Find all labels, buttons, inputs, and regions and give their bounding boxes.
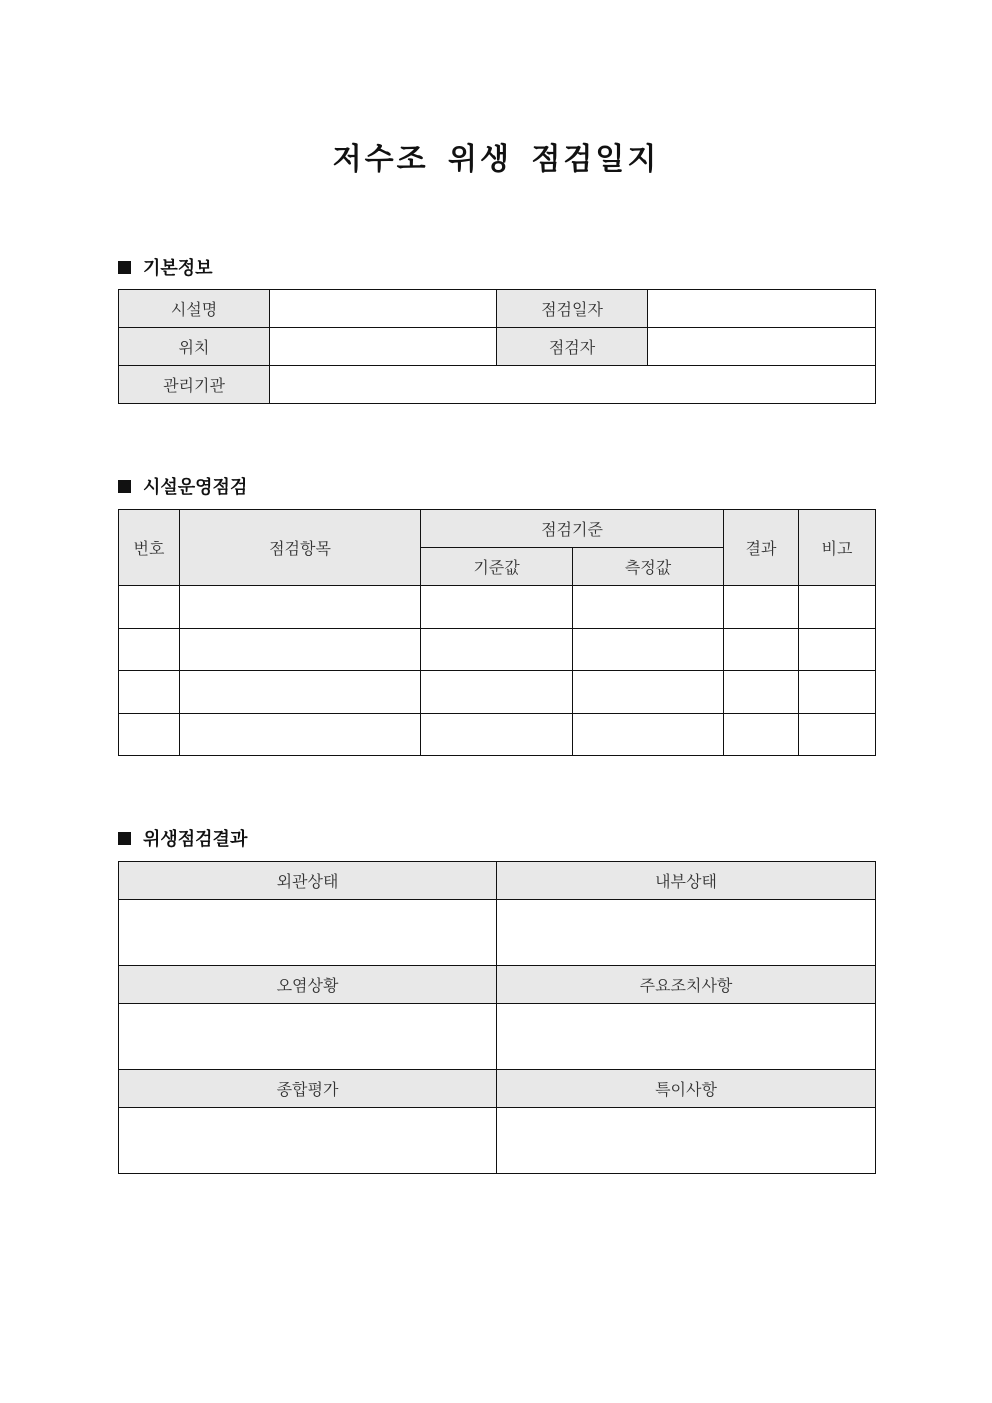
overall-evaluation-label: 종합평가: [119, 1070, 497, 1108]
standard-value-cell[interactable]: [421, 586, 573, 629]
location-field[interactable]: [270, 328, 497, 366]
number-cell[interactable]: [119, 586, 180, 629]
managing-agency-label: 관리기관: [119, 366, 270, 404]
result-cell[interactable]: [724, 628, 799, 671]
inspection-date-field[interactable]: [648, 290, 876, 328]
result-cell[interactable]: [724, 586, 799, 629]
section-heading-facility-operation: [118, 473, 247, 499]
column-header-standard-value: 기준값: [421, 548, 573, 586]
section-heading-basic-info: [118, 254, 213, 280]
contamination-status-label: 오염상황: [119, 966, 497, 1004]
square-bullet-icon: [118, 832, 131, 845]
exterior-condition-label: 외관상태: [119, 862, 497, 900]
table-row: [119, 713, 876, 756]
inspector-field[interactable]: [648, 328, 876, 366]
measured-value-cell[interactable]: [573, 713, 724, 756]
item-cell[interactable]: [180, 628, 421, 671]
basic-info-row: [119, 366, 876, 404]
section-heading-label: 시설운영점검: [143, 477, 248, 498]
section-heading-label: 위생점검결과: [143, 829, 248, 850]
facility-operation-table: [118, 509, 876, 756]
table-row: [119, 1004, 876, 1070]
column-header-measured-value: 측정값: [573, 548, 724, 586]
table-row: [119, 1108, 876, 1174]
table-row: [119, 628, 876, 671]
inspection-date-label: 점검일자: [497, 290, 648, 328]
table-header-row: [119, 1070, 876, 1108]
square-bullet-icon: [118, 261, 131, 274]
number-cell[interactable]: [119, 628, 180, 671]
table-header-row: [119, 966, 876, 1004]
number-cell[interactable]: [119, 713, 180, 756]
table-header-row: [119, 862, 876, 900]
table-row: [119, 671, 876, 714]
measured-value-cell[interactable]: [573, 671, 724, 714]
page-title: 저수조 위생 점검일지: [332, 142, 660, 177]
overall-evaluation-field[interactable]: [119, 1108, 497, 1174]
remarks-cell[interactable]: [799, 628, 876, 671]
table-row: [119, 586, 876, 629]
column-header-result: 결과: [724, 510, 799, 586]
section-heading-hygiene-results: [118, 825, 247, 851]
special-notes-label: 특이사항: [497, 1070, 876, 1108]
basic-info-row: [119, 290, 876, 328]
column-header-criteria: 점검기준: [421, 510, 724, 548]
basic-info-table: [118, 289, 876, 404]
section-heading-label: 기본정보: [143, 258, 213, 279]
inspector-label: 점검자: [497, 328, 648, 366]
remarks-cell[interactable]: [799, 586, 876, 629]
standard-value-cell[interactable]: [421, 628, 573, 671]
standard-value-cell[interactable]: [421, 713, 573, 756]
number-cell[interactable]: [119, 671, 180, 714]
hygiene-results-table: [118, 861, 876, 1174]
result-cell[interactable]: [724, 671, 799, 714]
facility-name-field[interactable]: [270, 290, 497, 328]
item-cell[interactable]: [180, 713, 421, 756]
measured-value-cell[interactable]: [573, 586, 724, 629]
managing-agency-field[interactable]: [270, 366, 876, 404]
contamination-status-field[interactable]: [119, 1004, 497, 1070]
item-cell[interactable]: [180, 586, 421, 629]
column-header-item: 점검항목: [180, 510, 421, 586]
major-actions-field[interactable]: [497, 1004, 876, 1070]
measured-value-cell[interactable]: [573, 628, 724, 671]
standard-value-cell[interactable]: [421, 671, 573, 714]
facility-name-label: 시설명: [119, 290, 270, 328]
remarks-cell[interactable]: [799, 671, 876, 714]
column-header-number: 번호: [119, 510, 180, 586]
result-cell[interactable]: [724, 713, 799, 756]
major-actions-label: 주요조치사항: [497, 966, 876, 1004]
column-header-remarks: 비고: [799, 510, 876, 586]
square-bullet-icon: [118, 480, 131, 493]
basic-info-row: [119, 328, 876, 366]
table-row: [119, 900, 876, 966]
location-label: 위치: [119, 328, 270, 366]
item-cell[interactable]: [180, 671, 421, 714]
table-header-row: [119, 510, 876, 548]
remarks-cell[interactable]: [799, 713, 876, 756]
interior-condition-label: 내부상태: [497, 862, 876, 900]
interior-condition-field[interactable]: [497, 900, 876, 966]
exterior-condition-field[interactable]: [119, 900, 497, 966]
special-notes-field[interactable]: [497, 1108, 876, 1174]
